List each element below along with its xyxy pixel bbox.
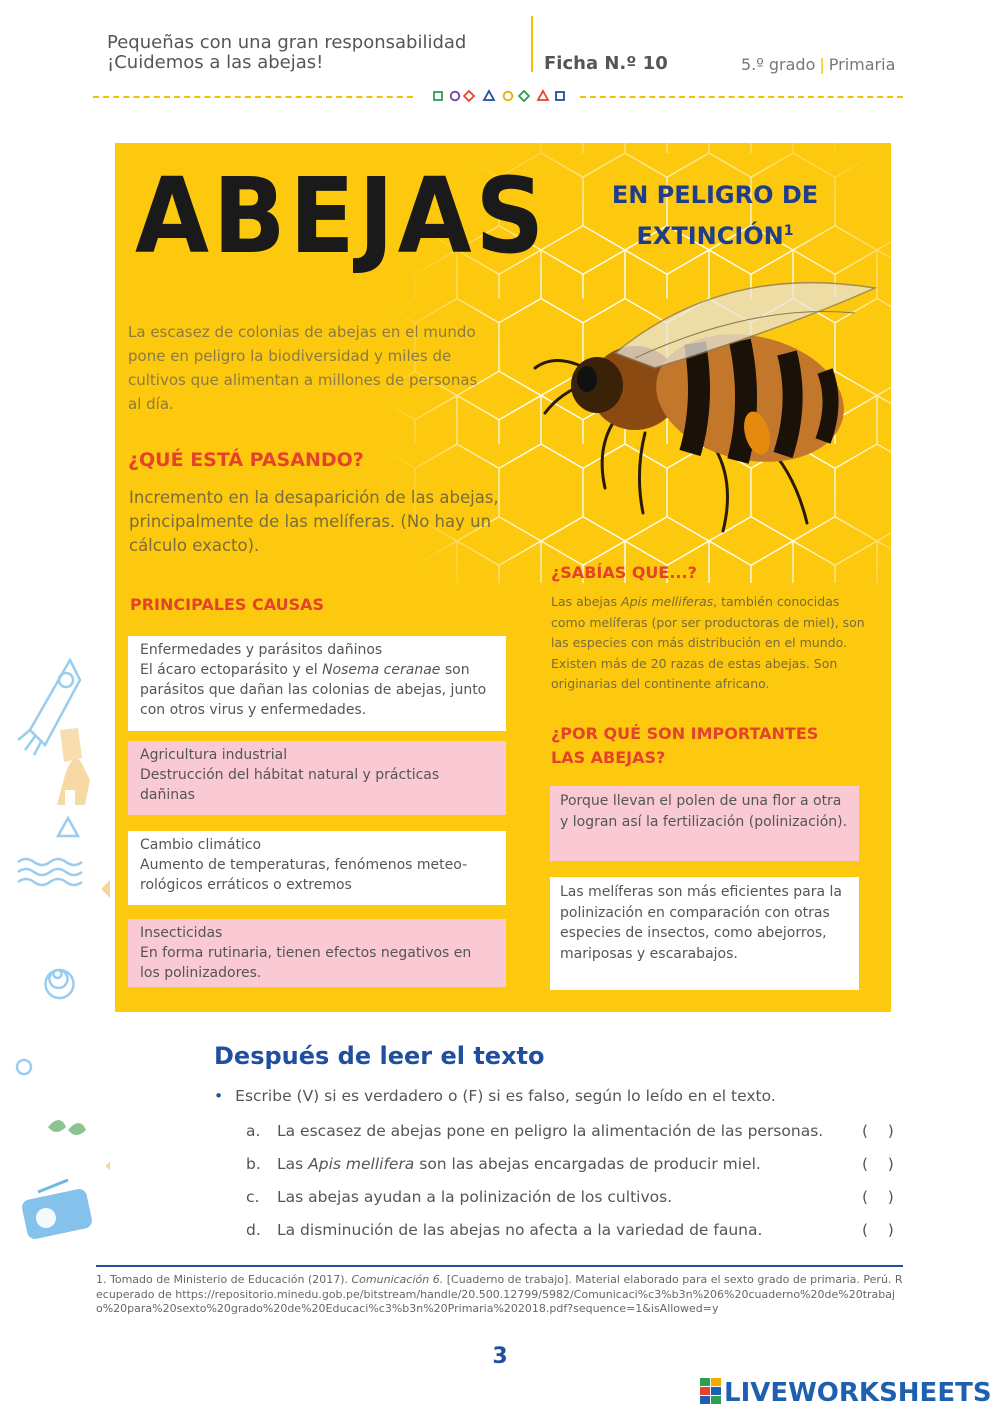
cause-text: Destrucción del hábitat natural y prácticas dañinas bbox=[140, 767, 440, 803]
level: Primaria bbox=[828, 55, 896, 74]
header-title-line2: ¡Cuidemos a las abejas! bbox=[107, 52, 324, 73]
cause-card-insecticides bbox=[128, 919, 506, 987]
cause-title: Insecticidas bbox=[140, 925, 223, 941]
radio-icon bbox=[18, 1178, 98, 1242]
bullet: • bbox=[214, 1087, 224, 1105]
bees-infographic bbox=[115, 143, 891, 1012]
header-dashed-rule-right bbox=[580, 96, 903, 98]
intro-paragraph: La escasez de colonias de abejas en el mundo pone en peligro la biodiversidad y miles de cultivos que alimentan a millones de personas al día. bbox=[128, 323, 478, 413]
decorative-doodles-icon bbox=[0, 640, 110, 1200]
cause-text: El ácaro ectoparásito y el Nosema ceranae son parásitos que dañan las colonias de abejas, junto con otros virus y enfermedades. bbox=[140, 662, 487, 718]
bee-illustration bbox=[525, 273, 885, 543]
question-c: c. Las abejas ayudan a la polinización de los cultivos. bbox=[246, 1188, 673, 1206]
brand-name: LIVEWORKSHEETS bbox=[724, 1378, 992, 1408]
footnote: 1. Tomado de Ministerio de Educación (2017). Comunicación 6. [Cuaderno de trabajo]. Material elaborado para el sexto grado de primaria. Perú. Recuperado de https://repositorio.minedu.gob.pe/bitstream/handle/20.500.12799/5982/Comunicaci%c3%b3n%206%20cuaderno%20de%20trabajo%20para%20sexto%20grado%20de%20Educaci%c3%b3n%20Primaria%202018.pdf?sequence=1&isAllowed=y bbox=[96, 1273, 903, 1315]
cause-card-agriculture bbox=[128, 741, 506, 815]
activity-heading: Después de leer el texto bbox=[214, 1042, 545, 1070]
subtitle-line2: EXTINCIÓN$^1$ bbox=[636, 222, 794, 250]
liveworksheets-logo[interactable] bbox=[700, 1378, 992, 1408]
header-dashed-rule-left bbox=[93, 96, 413, 98]
cause-title: Agricultura industrial bbox=[140, 747, 288, 763]
liveworksheets-mark-icon bbox=[700, 1378, 722, 1404]
header-divider bbox=[531, 16, 533, 72]
cause-text: Aumento de temperaturas, fenómenos meteo-rológicos erráticos o extremos bbox=[140, 857, 468, 893]
footnote-ref: 1 bbox=[783, 223, 794, 239]
answer-blank-d[interactable]: ( ) bbox=[862, 1221, 894, 1239]
importance-heading: ¿POR QUÉ SON IMPORTANTES LAS ABEJAS? bbox=[551, 724, 819, 767]
subtitle-line1: EN PELIGRO DE bbox=[611, 181, 819, 209]
cause-card-diseases bbox=[128, 636, 506, 731]
happening-text: Incremento en la desaparición de las abejas, principalmente de las melíferas. (No hay un cálculo exacto). bbox=[129, 488, 499, 555]
cause-text: En forma rutinaria, tienen efectos negativos en los polinizadores. bbox=[140, 945, 472, 981]
question-a: a. La escasez de abejas pone en peligro la alimentación de las personas. bbox=[246, 1122, 824, 1140]
causes-heading: PRINCIPALES CAUSAS bbox=[130, 595, 324, 614]
happening-heading: ¿QUÉ ESTÁ PASANDO? bbox=[128, 449, 364, 471]
question-d: d. La disminución de las abejas no afecta a la variedad de fauna. bbox=[246, 1221, 763, 1239]
decorative-shapes-icon bbox=[432, 89, 568, 105]
did-you-know-text: Las abejas Apis melliferas, también conocidas como melíferas (por ser productoras de miel), son las especies con más distribución en el mundo. Existen más de 20 razas de estas abejas. Son originarias del continente africano. bbox=[551, 594, 865, 691]
answer-blank-b[interactable]: ( ) bbox=[862, 1155, 894, 1173]
cause-title: Cambio climático bbox=[140, 837, 262, 853]
did-you-know-heading: ¿SABÍAS QUE...? bbox=[551, 563, 697, 582]
main-title: ABEJAS bbox=[135, 155, 548, 277]
question-b: b. Las Apis mellifera son las abejas encargadas de producir miel. bbox=[246, 1155, 761, 1173]
answer-blank-c[interactable]: ( ) bbox=[862, 1188, 894, 1206]
header-title-line1: Pequeñas con una gran responsabilidad bbox=[107, 32, 467, 53]
cause-card-climate bbox=[128, 831, 506, 905]
answer-blank-a[interactable]: ( ) bbox=[862, 1122, 894, 1140]
footnote-rule bbox=[96, 1265, 903, 1267]
importance-card-efficiency: Las melíferas son más eficientes para la polinización en comparación con otras especies de insectos, como abejorros, mariposas y escarabajos. bbox=[550, 877, 859, 990]
grade: 5.º grado bbox=[741, 55, 816, 74]
page-number: 3 bbox=[492, 1344, 508, 1369]
importance-card-pollen: Porque llevan el polen de una flor a otra y logran así la fertilización (polinización). bbox=[550, 786, 859, 861]
cause-title: Enfermedades y parásitos dañinos bbox=[140, 642, 383, 658]
subtitle bbox=[585, 177, 845, 254]
activity-instruction: • Escribe (V) si es verdadero o (F) si es falso, según lo leído en el texto. bbox=[214, 1087, 776, 1105]
worksheet-number: Ficha N.º 10 bbox=[544, 53, 668, 74]
header-title bbox=[107, 33, 466, 73]
grade-level: 5.º grado | Primaria bbox=[741, 55, 896, 74]
